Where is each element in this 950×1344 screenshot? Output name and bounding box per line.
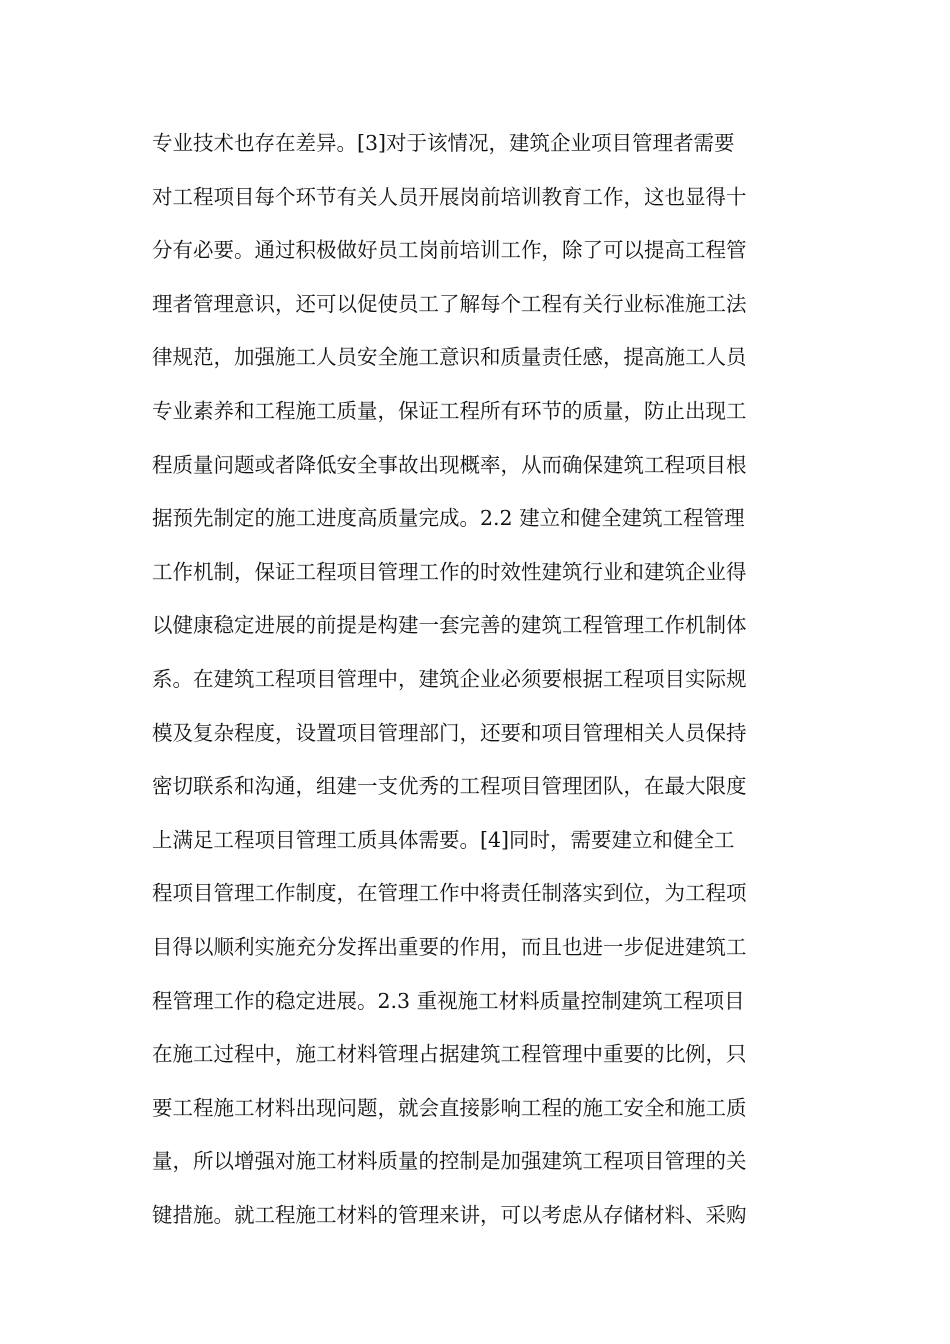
text-line: 目得以顺利实施充分发挥出重要的作用，而且也进一步促进建筑工 <box>152 934 747 959</box>
text-line: 上满足工程项目管理工质具体需要。[4]同时，需要建立和健全工 <box>152 827 735 852</box>
text-line: 在施工过程中，施工材料管理占据建筑工程管理中重要的比例，只 <box>152 1042 747 1067</box>
text-line: 工作机制，保证工程项目管理工作的时效性建筑行业和建筑企业得 <box>152 559 747 584</box>
text-line: 系。在建筑工程项目管理中，建筑企业必须要根据工程项目实际规 <box>152 666 747 691</box>
text-line: 律规范，加强施工人员安全施工意识和质量责任感，提高施工人员 <box>152 345 747 370</box>
text-line: 据预先制定的施工进度高质量完成。2.2 建立和健全建筑工程管理 <box>152 506 745 531</box>
text-line: 量，所以增强对施工材料质量的控制是加强建筑工程项目管理的关 <box>152 1149 747 1174</box>
text-line: 键措施。就工程施工材料的管理来讲，可以考虑从存储材料、采购 <box>152 1202 747 1227</box>
text-line: 程管理工作的稳定进展。2.3 重视施工材料质量控制建筑工程项目 <box>152 988 745 1013</box>
body-paragraph <box>152 117 812 1242</box>
text-line: 程项目管理工作制度，在管理工作中将责任制落实到位，为工程项 <box>152 881 747 906</box>
text-line: 程质量问题或者降低安全事故出现概率，从而确保建筑工程项目根 <box>152 452 747 477</box>
text-line: 模及复杂程度，设置项目管理部门，还要和项目管理相关人员保持 <box>152 720 747 745</box>
text-line: 以健康稳定进展的前提是构建一套完善的建筑工程管理工作机制体 <box>152 613 747 638</box>
text-line: 分有必要。通过积极做好员工岗前培训工作，除了可以提高工程管 <box>152 238 747 263</box>
text-line: 专业技术也存在差异。[3]对于该情况，建筑企业项目管理者需要 <box>152 131 735 155</box>
text-line: 要工程施工材料出现问题，就会直接影响工程的施工安全和施工质 <box>152 1095 747 1120</box>
text-line: 理者管理意识，还可以促使员工了解每个工程有关行业标准施工法 <box>152 291 747 316</box>
text-line: 对工程项目每个环节有关人员开展岗前培训教育工作，这也显得十 <box>152 184 747 209</box>
text-line: 密切联系和沟通，组建一支优秀的工程项目管理团队，在最大限度 <box>152 774 747 799</box>
text-line: 专业素养和工程施工质量，保证工程所有环节的质量，防止出现工 <box>152 398 747 423</box>
